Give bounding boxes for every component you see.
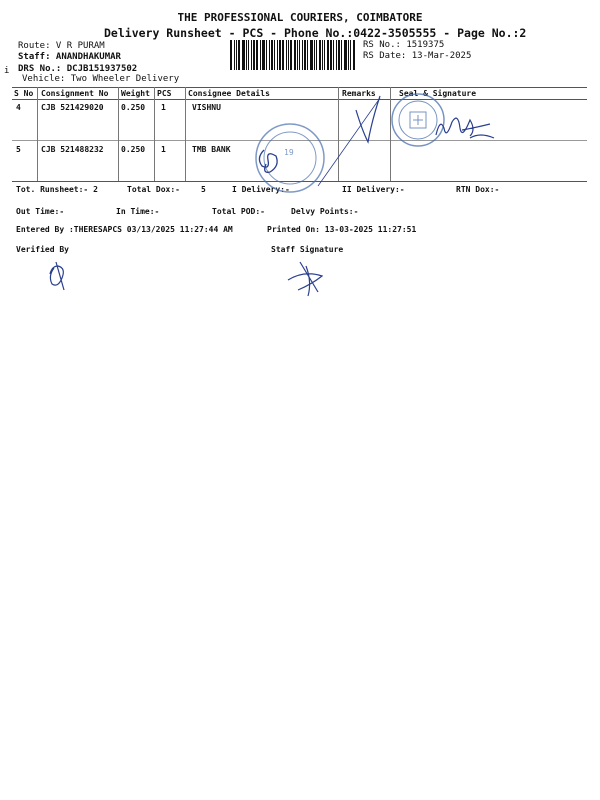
round-stamp-icon — [392, 94, 444, 146]
rtn-dox: RTN Dox:- — [456, 185, 500, 194]
verified-by-signature-mark — [50, 262, 64, 290]
header-consignment: Consignment No — [41, 89, 109, 98]
out-time: Out Time:- — [16, 207, 65, 216]
stamp-number: 19 — [284, 148, 294, 157]
printed-on: Printed On: 13-03-2025 11:27:51 — [267, 225, 417, 234]
header-weight: Weight — [121, 89, 150, 98]
total-pod: Total POD:- — [212, 207, 265, 216]
header-consignee: Consignee Details — [188, 89, 270, 98]
row-sno: 4 — [16, 103, 21, 112]
row-consignment-no: CJB 521429020 — [41, 103, 104, 112]
total-dox-label: Total Dox:- — [127, 185, 180, 194]
vehicle-label: Vehicle: Two Wheeler Delivery — [22, 74, 180, 84]
row-pcs: 1 — [161, 103, 166, 112]
round-stamp-icon — [256, 124, 324, 192]
tot-runsheet: Tot. Runsheet:- 2 — [16, 185, 98, 194]
staff-signature-mark — [288, 262, 322, 296]
verified-by-label: Verified By — [16, 245, 69, 254]
ii-delivery: II Delivery:- — [342, 185, 405, 194]
total-dox-value: 5 — [201, 185, 206, 194]
margin-mark: i — [4, 66, 10, 76]
row-sno: 5 — [16, 145, 21, 154]
entered-by: Entered By :THERESAPCS 03/13/2025 11:27:44 AM — [16, 225, 233, 234]
row-weight: 0.250 — [121, 145, 146, 154]
staff-signature-label: Staff Signature — [271, 245, 344, 254]
route-label: Route: V R PURAM — [18, 41, 105, 51]
row-consignment-no: CJB 521488232 — [41, 145, 104, 154]
header-remarks: Remarks — [342, 89, 376, 98]
rs-date: RS Date: 13-Mar-2025 — [363, 51, 472, 61]
row-consignee: VISHNU — [192, 103, 221, 112]
header-pcs: PCS — [157, 89, 172, 98]
header-seal-signature: Seal & Signature — [399, 89, 477, 98]
company-title: THE PROFESSIONAL COURIERS, COIMBATORE — [177, 11, 423, 24]
drs-number: DRS No.: DCJB151937502 — [18, 64, 138, 74]
consignee-signature-mark — [259, 150, 277, 172]
in-time: In Time:- — [116, 207, 160, 216]
row-consignee: TMB BANK — [192, 145, 231, 154]
row-weight: 0.250 — [121, 103, 146, 112]
delvy-points: Delvy Points:- — [291, 207, 359, 216]
row-pcs: 1 — [161, 145, 166, 154]
header-sno: S No — [14, 89, 34, 98]
staff-label: Staff: ANANDHAKUMAR — [18, 52, 121, 62]
runsheet-subtitle: Delivery Runsheet - PCS - Phone No.:0422-3505555 - Page No.:2 — [104, 26, 527, 40]
i-delivery: I Delivery:- — [232, 185, 290, 194]
rs-number: RS No.: 1519375 — [363, 40, 445, 50]
